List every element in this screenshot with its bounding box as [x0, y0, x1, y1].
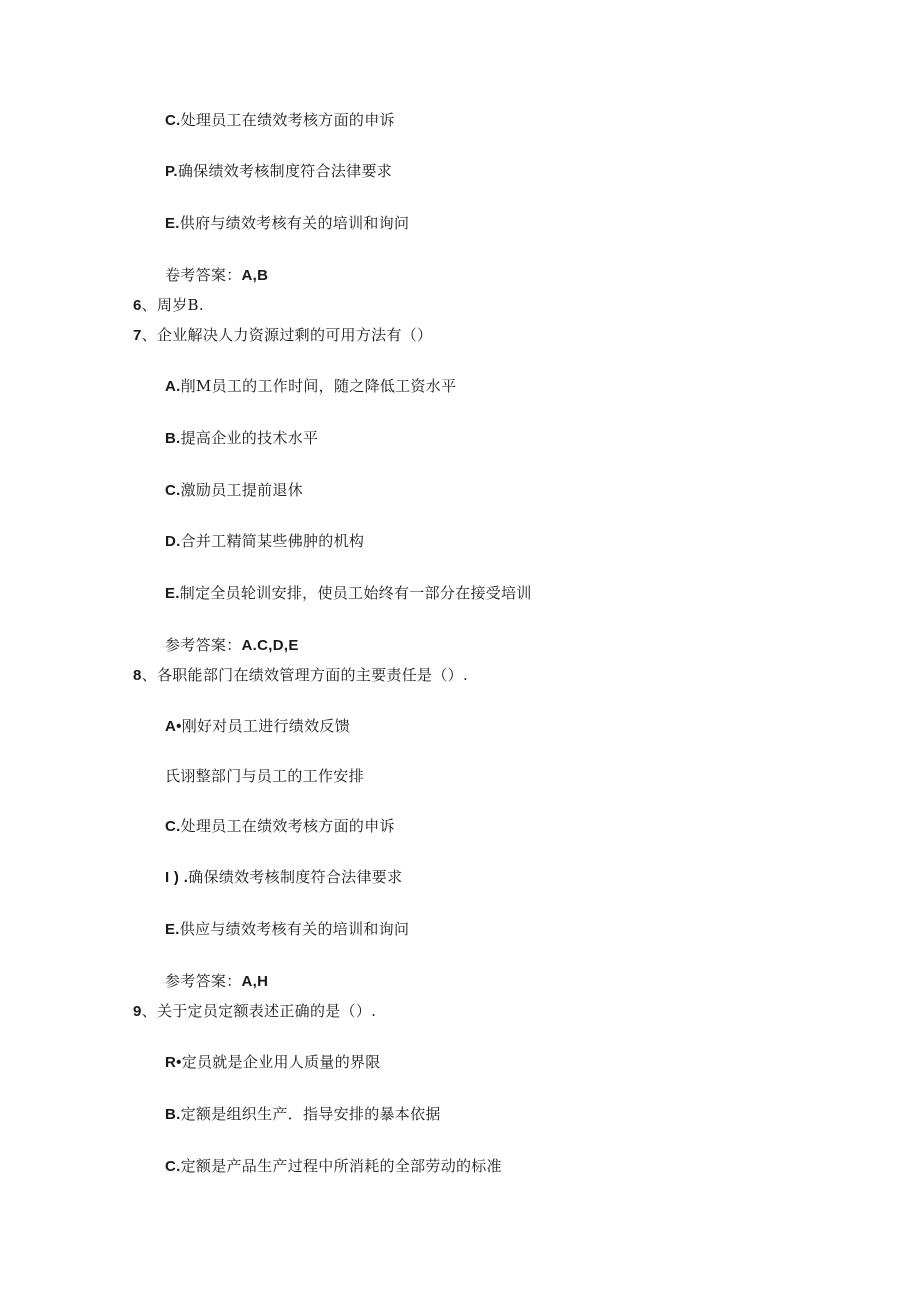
option-label: C. [165, 112, 181, 129]
question-number: 9 [133, 1003, 142, 1020]
option-d-line [165, 531, 364, 552]
question-9 [133, 1001, 376, 1022]
question-text: 、周岁B. [141, 296, 204, 314]
option-c-line [165, 816, 395, 837]
option-label: B. [165, 1106, 181, 1123]
option-text: 供府与绩效考核有关的培训和询问 [179, 214, 410, 232]
option-label: C. [165, 818, 181, 835]
answer-label: 参考答案： [165, 972, 242, 990]
option-label: E. [165, 215, 180, 232]
option-d-line [165, 867, 402, 888]
answer-line [165, 971, 268, 992]
option-e-line [165, 919, 409, 940]
option-text: 刚好对员工进行绩效反馈 [181, 717, 350, 735]
answer-label: 卷考答案： [165, 266, 242, 284]
option-e-line [165, 583, 532, 604]
question-number: 7 [133, 327, 142, 344]
option-text: 氏诩整部门与员工的工作安排 [165, 767, 364, 785]
option-label: A• [165, 718, 182, 735]
option-c-line [165, 110, 395, 131]
option-text: 处理员工在绩效考核方面的申诉 [180, 111, 395, 129]
option-text: 确保绩效考核制度符合法律要求 [177, 162, 393, 180]
question-6 [133, 295, 204, 316]
option-text: 合并工精简某些佛肿的机构 [180, 532, 365, 550]
option-a-line [165, 1052, 381, 1073]
answer-line [165, 265, 268, 286]
answer-value: A,B [241, 267, 269, 284]
question-7 [133, 325, 432, 346]
option-a-line [165, 716, 350, 737]
option-label: D. [165, 533, 181, 550]
option-label: E. [165, 585, 180, 602]
option-label: C. [165, 1158, 181, 1175]
option-d-line [165, 161, 392, 182]
option-text: 激励员工提前退休 [180, 481, 304, 499]
answer-value: A.C,D,E [241, 637, 299, 654]
option-e-line [165, 213, 409, 234]
option-label: I ) . [165, 869, 189, 886]
answer-line [165, 635, 299, 656]
answer-value: A,H [241, 973, 269, 990]
option-c-line [165, 480, 303, 501]
option-label: B. [165, 430, 181, 447]
question-text: 、各职能部门在绩效管理方面的主要责任是（）. [141, 666, 469, 684]
option-c-line [165, 1156, 502, 1177]
option-b-line [165, 428, 318, 449]
option-text: 处理员工在绩效考核方面的申诉 [180, 817, 395, 835]
option-text: 确保绩效考核制度符合法律要求 [188, 868, 403, 886]
question-8 [133, 665, 468, 686]
option-text: 定额是产品生产过程中所消耗的全部劳动的标准 [180, 1157, 502, 1175]
question-text: 、企业解决人力资源过剩的可用方法有（） [141, 326, 433, 344]
question-text: 、关于定员定额表述正确的是（）. [141, 1002, 377, 1020]
option-label: P. [165, 163, 178, 180]
option-text: 定额是组织生产．指导安排的暴本依据 [180, 1105, 441, 1123]
option-label: C. [165, 482, 181, 499]
option-text: 定员就是企业用人质量的界限 [181, 1053, 381, 1071]
option-label: R• [165, 1054, 182, 1071]
answer-label: 参考答案： [165, 636, 242, 654]
option-text: 供应与绩效考核有关的培训和询问 [179, 920, 410, 938]
option-text: 提高企业的技术水平 [180, 429, 319, 447]
option-b-line [165, 1104, 441, 1125]
option-text: 削M员工的工作时间，随之降低工资水平 [180, 377, 457, 395]
option-a-line [165, 376, 456, 397]
option-text: 制定全员轮训安排，使员工始终有一部分在接受培训 [179, 584, 532, 602]
question-number: 8 [133, 667, 142, 684]
option-b-line [165, 766, 364, 787]
option-label: A. [165, 378, 181, 395]
option-label: E. [165, 921, 180, 938]
question-number: 6 [133, 297, 142, 314]
